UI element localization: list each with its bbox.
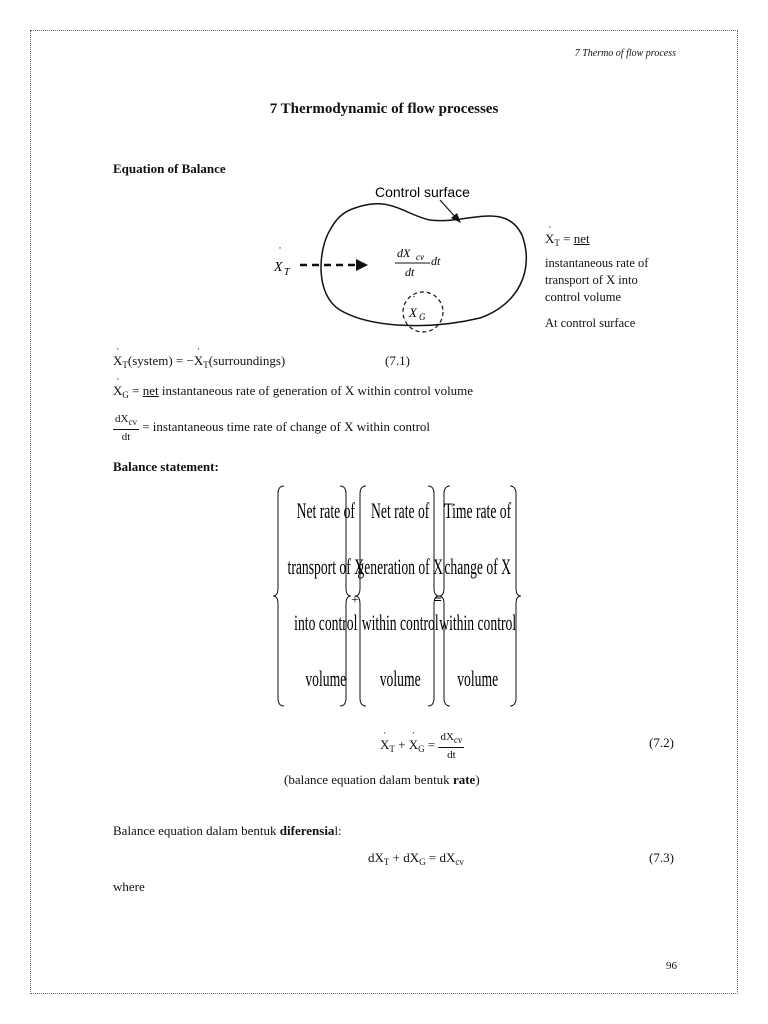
page-title: 7 Thermodynamic of flow processes <box>269 101 499 117</box>
xt-definition <box>545 231 590 248</box>
eq72-den: dt <box>447 749 456 761</box>
side-note-line2: transport of X into <box>545 273 638 287</box>
eq71-end: (surroundings) <box>208 353 286 368</box>
control-volume-diagram <box>260 175 540 350</box>
differential-intro <box>113 823 342 839</box>
dxcv-denominator: dt <box>405 265 415 279</box>
eq73-plus: + dX <box>389 850 420 865</box>
dxcv-suffix: dt <box>431 254 441 268</box>
where-label: where <box>113 879 145 894</box>
eq72-s2: G <box>418 743 425 754</box>
diff-intro-bold: diferensia <box>279 823 335 838</box>
side-note-line1: instantaneous rate of <box>545 256 649 270</box>
side-note-line4: At control surface <box>545 316 636 330</box>
dxcv-definition <box>113 412 430 444</box>
rate-note <box>284 772 480 788</box>
section-heading-balance: Equation of Balance <box>113 161 226 176</box>
page-number: 96 <box>666 960 677 972</box>
block1-line4: volume <box>305 666 347 691</box>
brace-left-1 <box>273 486 284 706</box>
block2-line3: within control <box>361 610 439 635</box>
xt-dot: ˙ <box>278 244 282 258</box>
xg-def-symbol: ˙ X <box>113 383 122 399</box>
eq72-num: dX <box>440 731 454 743</box>
xt-def-symbol: ˙ X <box>545 231 554 247</box>
eq72-num-sub: cv <box>453 735 463 745</box>
eq73-eq: = dX <box>425 850 456 865</box>
equation-7-3 <box>368 850 464 867</box>
xg-def-rest: instantaneous rate of generation of X within control volume <box>158 383 474 398</box>
dxcv-def-num: dX <box>115 413 129 425</box>
block3-line3: within control <box>439 610 517 635</box>
balance-statement-braces <box>270 480 525 712</box>
brace-right-3 <box>510 486 521 706</box>
eq72-fraction <box>438 730 464 762</box>
rate-note-close: ) <box>475 772 480 787</box>
block2-line1: Net rate of <box>371 498 430 523</box>
eq73-as: T <box>383 857 390 867</box>
block1-line3: into control <box>294 610 358 635</box>
xg-def-eq: = <box>128 383 143 398</box>
xt-def-sub: T <box>554 238 560 248</box>
eq71-x2: ˙ X <box>194 353 203 369</box>
eq71-x1: ˙ X <box>113 353 122 369</box>
plus-operator: + <box>351 593 359 608</box>
xt-subscript: T <box>284 267 290 278</box>
xg-symbol: X <box>409 305 417 320</box>
eq71-s2: T <box>203 360 209 370</box>
xt-symbol: X <box>274 260 283 275</box>
xt-def-net: net <box>573 231 590 246</box>
equation-7-1-number: (7.1) <box>385 353 410 368</box>
block1-line1: Net rate of <box>296 498 355 523</box>
block3-line2: change of X <box>444 554 512 579</box>
dxcv-def-den: dt <box>121 431 131 443</box>
eq72-x2: ˙ X <box>409 737 418 753</box>
dxcv-numerator: dX <box>397 246 411 260</box>
control-surface-label: Control surface <box>375 184 470 200</box>
xg-dot: ˙ <box>412 294 416 306</box>
brace-left-2 <box>355 486 366 706</box>
eq72-x1: ˙ X <box>380 737 389 753</box>
block1-line2: transport of X <box>287 554 365 579</box>
side-note-line3: control volume <box>545 290 622 304</box>
block2-line2: generation of X <box>357 554 443 579</box>
rate-note-bold: rate <box>452 772 476 787</box>
equation-7-3-number: (7.3) <box>649 850 674 865</box>
xt-def-eq: = <box>559 231 574 246</box>
xg-definition <box>113 383 473 400</box>
block2-line4: volume <box>379 666 421 691</box>
dxcv-def-fraction <box>113 412 139 444</box>
eq72-eq: = <box>424 736 439 752</box>
xg-def-net: net <box>142 383 159 398</box>
running-header: 7 Thermo of flow process <box>574 48 676 59</box>
equation-7-1 <box>113 353 285 370</box>
xg-def-sub: G <box>122 390 129 400</box>
equation-7-2-number: (7.2) <box>649 735 674 750</box>
eq73-a: dX <box>368 850 384 865</box>
eq72-plus: + <box>394 736 409 752</box>
balance-statement-heading: Balance statement: <box>113 459 219 474</box>
equation-7-2 <box>380 730 464 762</box>
eq72-s1: T <box>389 743 395 754</box>
transport-arrowhead <box>356 259 368 271</box>
dxcv-numerator-sub: cv <box>416 252 424 262</box>
block3-line1: Time rate of <box>444 498 512 523</box>
eq71-s1: T <box>122 360 128 370</box>
diff-intro-text: Balance equation dalam bentuk <box>113 823 280 838</box>
rate-note-open: (balance equation dalam bentuk <box>284 772 453 787</box>
dxcv-def-num-sub: cv <box>128 417 137 427</box>
xg-subscript: G <box>419 312 426 322</box>
eq71-mid: (system) = − <box>127 353 194 368</box>
dxcv-def-rest: = instantaneous time rate of change of X within control <box>138 418 431 434</box>
block3-line4: volume <box>457 666 499 691</box>
eq73-cs: cv <box>455 857 464 867</box>
diff-intro-end: l: <box>334 823 342 838</box>
equals-operator: = <box>434 593 442 608</box>
eq73-bs: G <box>419 857 426 867</box>
